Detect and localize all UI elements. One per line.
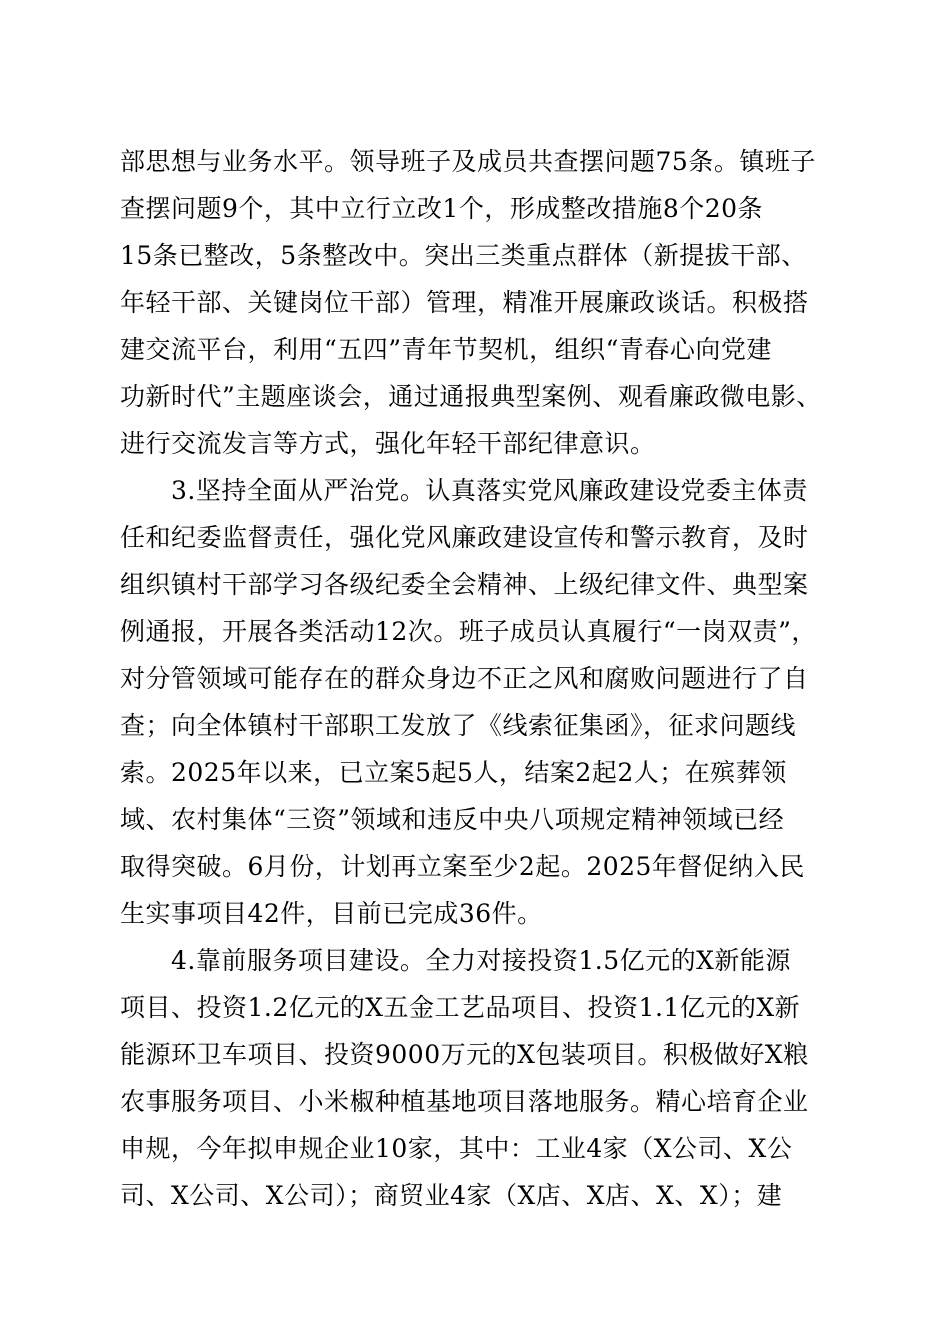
paragraph-continuation	[120, 138, 840, 467]
text-line: 域、农村集体“三资”领域和违反中央八项规定精神领域已经	[120, 805, 785, 834]
text-line: 取得突破。6月份，计划再立案至少2起。2025年督促纳入民	[120, 852, 805, 881]
text-line: 申规，今年拟申规企业10家，其中：工业4家（X公司、X公	[120, 1134, 793, 1163]
text-line: 能源环卫车项目、投资9000万元的X包装项目。积极做好X粮	[120, 1040, 809, 1069]
text-line: 进行交流发言等方式，强化年轻干部纪律意识。	[120, 429, 656, 458]
text-line: 3.坚持全面从严治党。认真落实党风廉政建设党委主体责	[120, 476, 808, 505]
text-line: 司、X公司、X公司）；商贸业4家（X店、X店、X、X）；建	[120, 1181, 783, 1210]
paragraph-section-3	[120, 467, 840, 937]
paragraph-section-4	[120, 937, 840, 1219]
text-line: 项目、投资1.2亿元的X五金工艺品项目、投资1.1亿元的X新	[120, 993, 801, 1022]
text-line: 部思想与业务水平。领导班子及成员共查摆问题75条。镇班子	[120, 147, 816, 176]
text-line: 年轻干部、关键岗位干部）管理，精准开展廉政谈话。积极搭	[120, 288, 809, 317]
text-line: 查；向全体镇村干部职工发放了《线索征集函》，征求问题线	[120, 711, 797, 740]
text-line: 索。2025年以来，已立案5起5人，结案2起2人；在殡葬领	[120, 758, 787, 787]
text-line: 农事服务项目、小米椒种植基地项目落地服务。精心培育企业	[120, 1087, 809, 1116]
text-line: 组织镇村干部学习各级纪委全会精神、上级纪律文件、典型案	[120, 570, 809, 599]
text-line: 例通报，开展各类活动12次。班子成员认真履行“一岗双责”，	[120, 617, 817, 646]
text-line: 建交流平台，利用“五四”青年节契机，组织“青春心向党建	[120, 335, 772, 364]
text-line: 任和纪委监督责任，强化党风廉政建设宣传和警示教育，及时	[120, 523, 809, 552]
text-line: 查摆问题9个，其中立行立改1个，形成整改措施8个20条	[120, 194, 764, 223]
document-body	[120, 138, 840, 1219]
text-line: 对分管领域可能存在的群众身边不正之风和腐败问题进行了自	[120, 664, 809, 693]
text-line: 15条已整改，5条整改中。突出三类重点群体（新提拔干部、	[120, 241, 807, 270]
text-line: 生实事项目42件，目前已完成36件。	[120, 899, 543, 928]
text-line: 4.靠前服务项目建设。全力对接投资1.5亿元的X新能源	[120, 946, 791, 975]
text-line: 功新时代”主题座谈会，通过通报典型案例、观看廉政微电影、	[120, 382, 822, 411]
